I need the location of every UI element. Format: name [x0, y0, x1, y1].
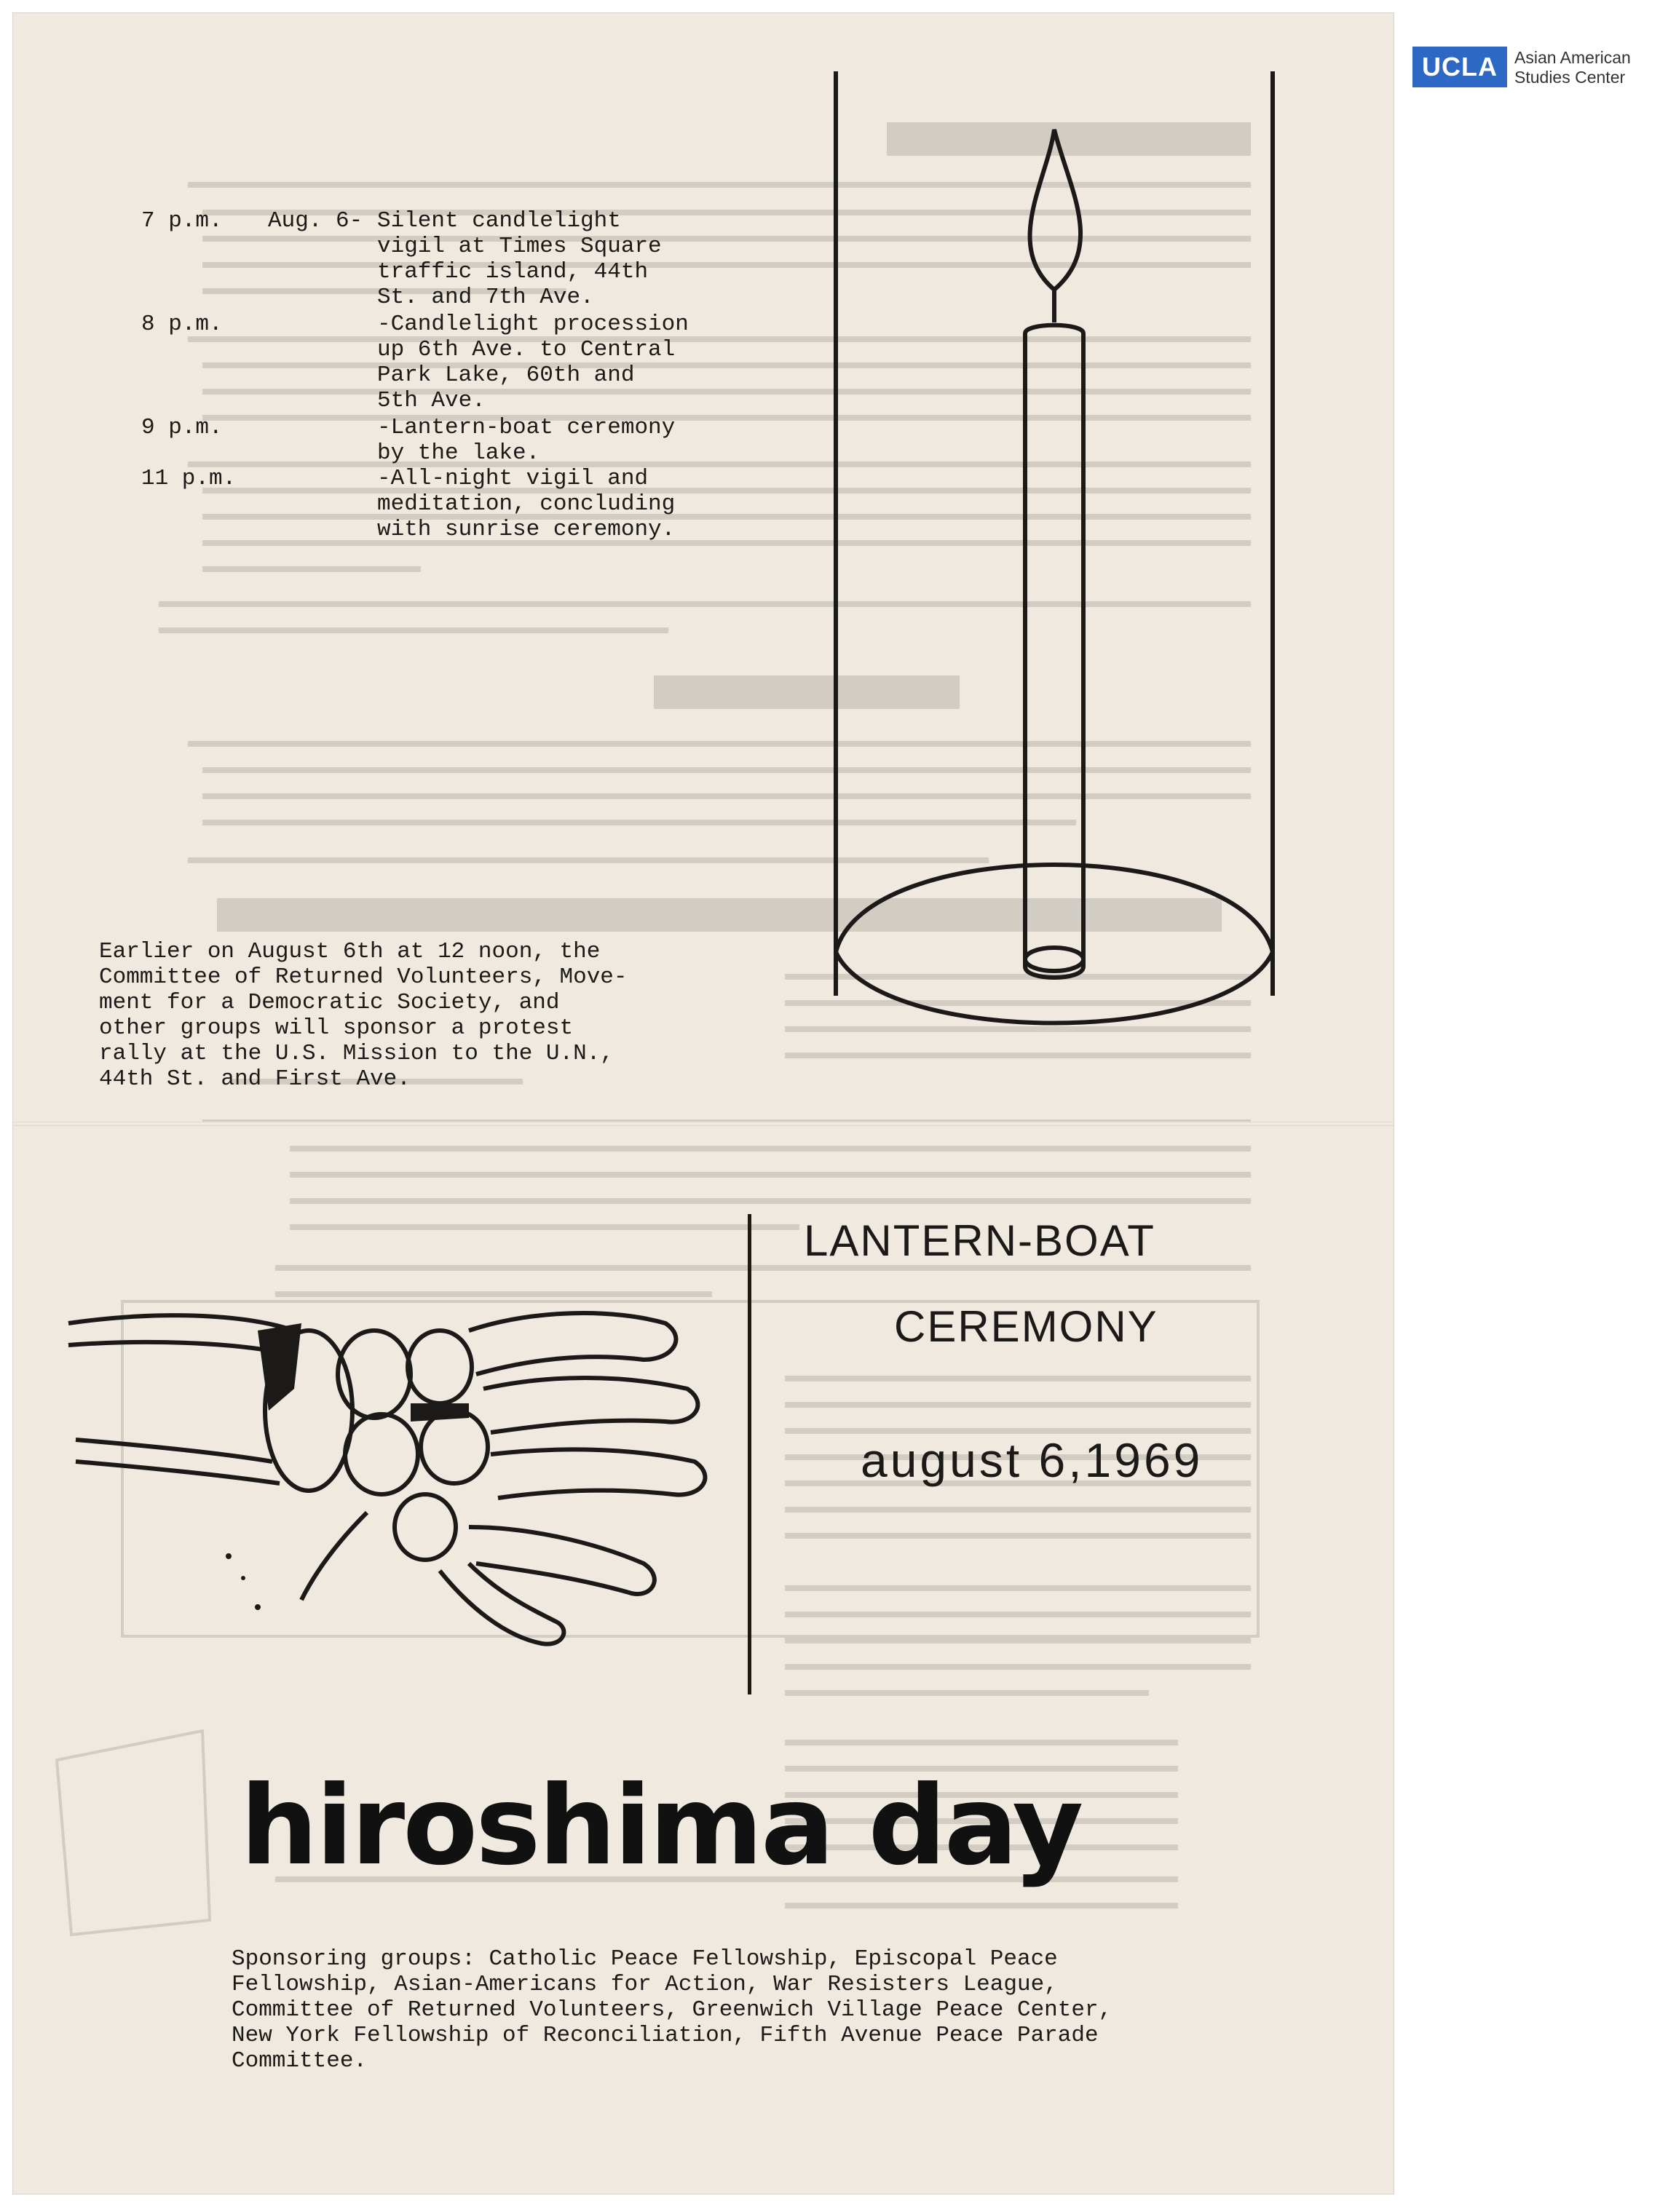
event-date: august 6,1969	[861, 1433, 1204, 1487]
schedule-description: Silent candlelight vigil at Times Square traffic island, 44th St. and 7th Ave.	[377, 208, 662, 310]
skeleton-hand-illustration	[61, 1265, 760, 1673]
event-title: hiroshima day	[240, 1763, 1082, 1890]
schedule-date: Aug. 6-	[268, 208, 363, 234]
schedule-description: -Candlelight procession up 6th Ave. to Central Park Lake, 60th and 5th Ave.	[377, 312, 689, 413]
schedule-description: -Lantern-boat ceremony by the lake.	[377, 415, 676, 466]
schedule-time: 7 p.m.	[141, 208, 223, 234]
fold-crease	[13, 1122, 1394, 1126]
archive-center-name: Asian American Studies Center	[1514, 48, 1631, 87]
ucla-logo: UCLA	[1412, 47, 1507, 87]
schedule-time: 9 p.m.	[141, 415, 223, 440]
title-line-2: CEREMONY	[894, 1302, 1158, 1351]
schedule-time: 11 p.m.	[141, 466, 237, 491]
sponsoring-groups: Sponsoring groups: Catholic Peace Fellowship, Episcopal Peace Fellowship, Asian-Americans for Action, War Resisters League, Committee of Returned Volunteers, Greenwich Village Peace Center, New York Fellowship of Reconciliation, Fifth Avenue Peace Parade Committee.	[232, 1946, 1112, 2074]
schedule-time: 8 p.m.	[141, 312, 223, 337]
title-line-1: LANTERN-BOAT	[804, 1216, 1155, 1265]
earlier-rally-note: Earlier on August 6th at 12 noon, the Committee of Returned Volunteers, Move- ment for a Democratic Society, and other groups will sponsor a protest rally at the U.S. Mission to the U.N., 44th St. and First Ave.	[99, 939, 628, 1092]
schedule-description: -All-night vigil and meditation, concluding with sunrise ceremony.	[377, 466, 676, 542]
flyer-page	[13, 13, 1394, 2194]
candle-illustration	[821, 71, 1287, 1047]
